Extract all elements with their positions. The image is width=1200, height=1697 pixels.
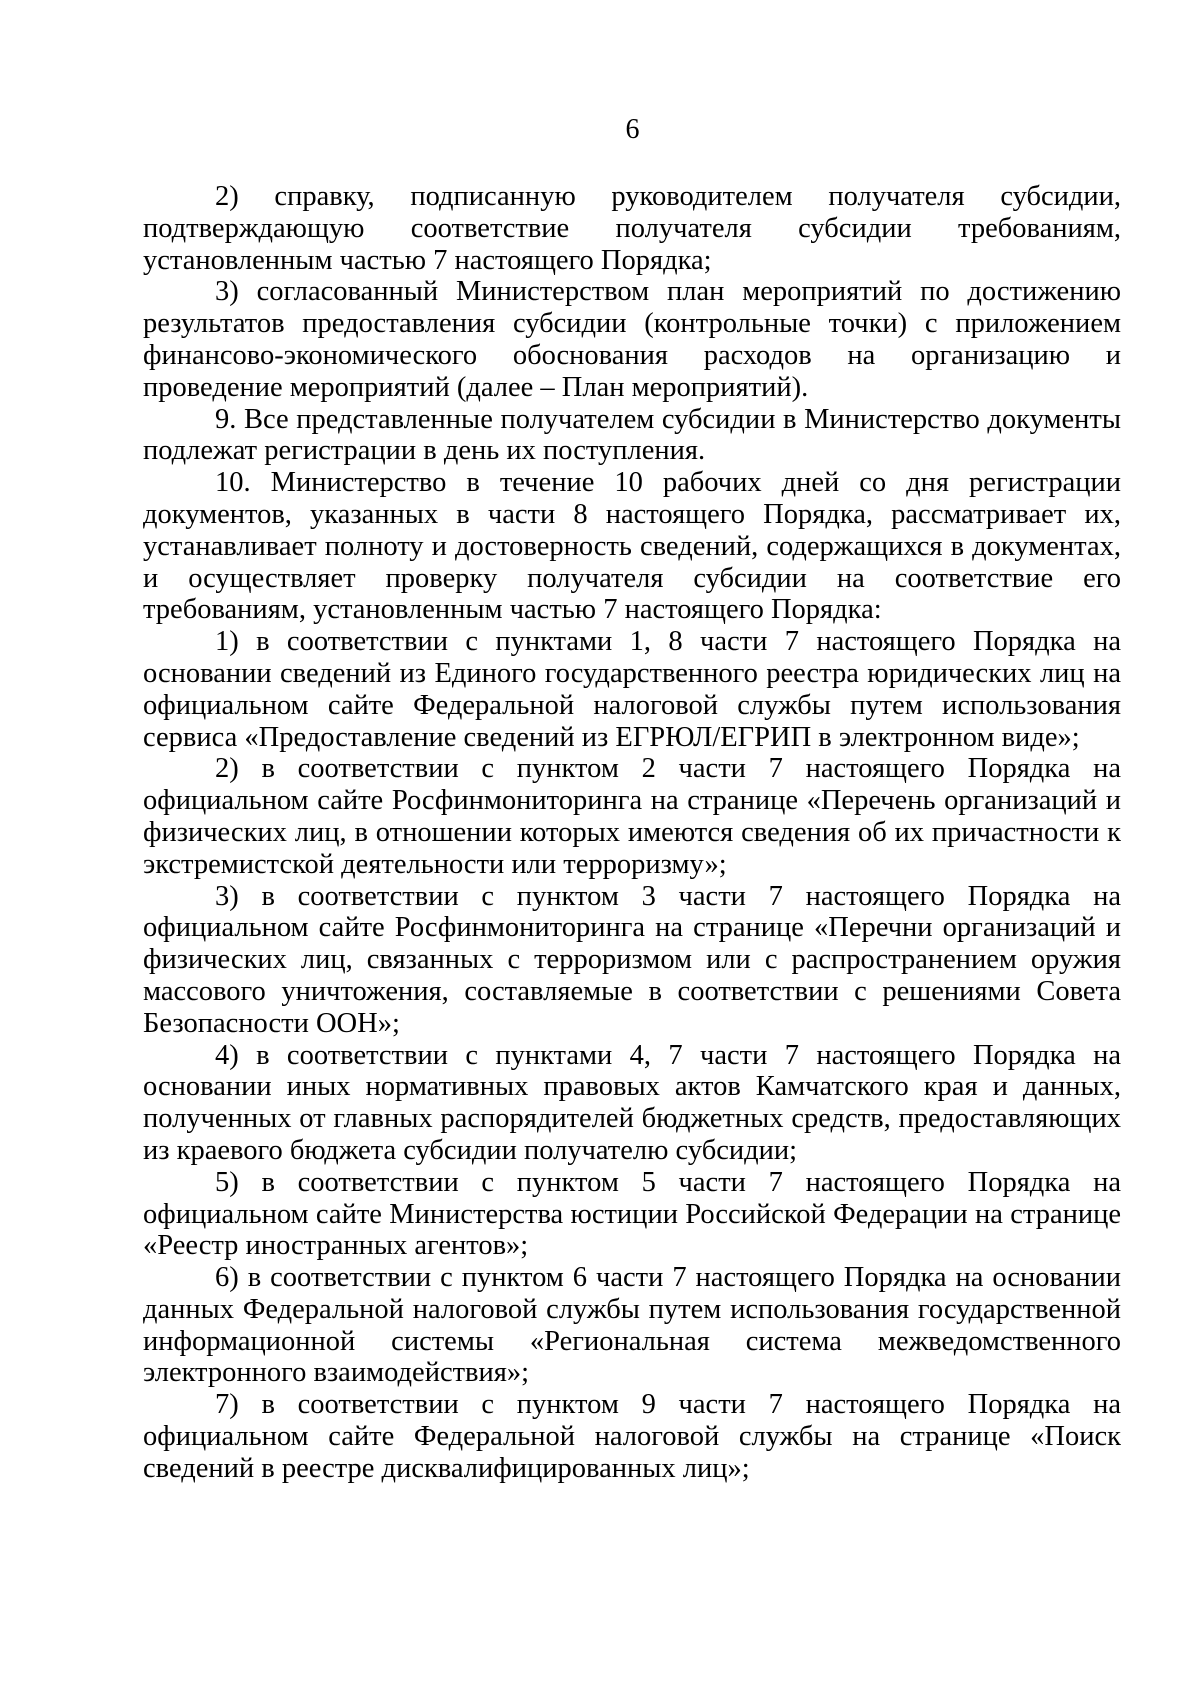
paragraph-item-2-certificate: 2) справку, подписанную руководителем получателя субсидии, подтверждающую соответствие получателя субсидии требованиям, установленным частью 7 настоящего Порядка; [143, 181, 1121, 276]
paragraph-check-5: 5) в соответствии с пунктом 5 части 7 настоящего Порядка на официальном сайте Министерства юстиции Российской Федерации на странице «Реестр иностранных агентов»; [143, 1166, 1121, 1262]
paragraph-check-7: 7) в соответствии с пунктом 9 части 7 настоящего Порядка на официальном сайте Федеральной налоговой службы на странице «Поиск сведений в реестре дисквалифицированных лиц»; [143, 1389, 1121, 1484]
paragraph-section-9: 9. Все представленные получателем субсидии в Министерство документы подлежат регистрации в день их поступления. [143, 403, 1121, 467]
paragraph-check-2: 2) в соответствии с пунктом 2 части 7 настоящего Порядка на официальном сайте Росфинмониторинга на странице «Перечень организаций и физических лиц, в отношении которых имеются сведения об их причастности к экстремистской деятельности или терроризму»; [143, 753, 1121, 880]
paragraph-check-6: 6) в соответствии с пунктом 6 части 7 настоящего Порядка на основании данных Федеральной налоговой службы путем использования государственной информационной системы «Региональная система межведомственного электронного взаимодействия»; [143, 1262, 1121, 1389]
paragraph-check-3: 3) в соответствии с пунктом 3 части 7 настоящего Порядка на официальном сайте Росфинмониторинга на странице «Перечни организаций и физических лиц, связанных с терроризмом или с распространением оружия массового уничтожения, составляемые в соответствии с решениями Совета Безопасности ООН»; [143, 880, 1121, 1039]
paragraph-check-1: 1) в соответствии с пунктами 1, 8 части 7 настоящего Порядка на основании сведений из Единого государственного реестра юридических лиц на официальном сайте Федеральной налоговой службы путем использования сервиса «Предоставление сведений из ЕГРЮЛ/ЕГРИП в электронном виде»; [143, 626, 1121, 753]
paragraph-item-3-action-plan: 3) согласованный Министерством план мероприятий по достижению результатов предоставления субсидии (контрольные точки) с приложением финансово-экономического обоснования расходов на организацию и проведение мероприятий (далее – План мероприятий). [143, 276, 1121, 403]
paragraph-section-10: 10. Министерство в течение 10 рабочих дней со дня регистрации документов, указанных в части 8 настоящего Порядка, рассматривает их, устанавливает полноту и достоверность сведений, содержащихся в документах, и осуществляет проверку получателя субсидии на соответствие его требованиям, установленным частью 7 настоящего Порядка: [143, 467, 1121, 626]
document-body [143, 181, 1121, 1485]
paragraph-check-4: 4) в соответствии с пунктами 4, 7 части 7 настоящего Порядка на основании иных нормативных правовых актов Камчатского края и данных, полученных от главных распорядителей бюджетных средств, предоставляющих из краевого бюджета субсидии получателю субсидии; [143, 1039, 1121, 1166]
page-number: 6 [625, 114, 640, 145]
